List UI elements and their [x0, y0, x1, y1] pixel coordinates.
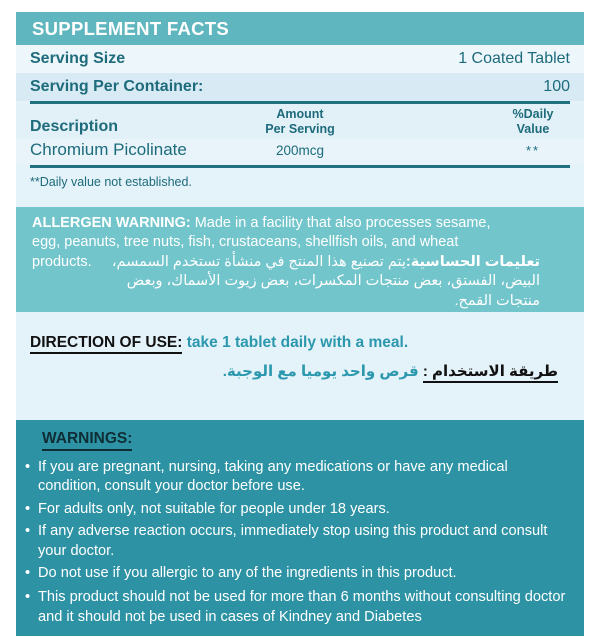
column-amount-line1: Amount	[276, 107, 324, 122]
serving-per-container-row	[16, 73, 584, 101]
allergen-ar-label: تعليمات الحساسية:	[405, 253, 540, 270]
supplement-facts-header	[16, 12, 584, 45]
warning-item: • Do not use if you allergic to any of the ingredients in this product.	[25, 564, 570, 583]
serving-size-value: 1 Coated Tablet	[458, 50, 570, 67]
ingredient-daily-value: **	[525, 143, 541, 158]
allergen-warning-box	[16, 207, 584, 312]
direction-of-use-text: take 1 tablet daily with a meal.	[186, 334, 409, 351]
direction-of-use-section	[16, 312, 584, 420]
serving-size-row	[16, 45, 584, 73]
serving-size-label: Serving Size	[30, 50, 126, 67]
serving-per-container-value: 100	[543, 78, 570, 95]
ingredient-name: Chromium Picolinate	[30, 140, 187, 159]
allergen-en-line1: Made in a facility that also processes sesame,	[194, 215, 491, 231]
serving-per-container-label: Serving Per Container:	[30, 78, 204, 95]
supplement-label-card	[16, 12, 584, 625]
direction-of-use-text-ar: قرص واحد يوميا مع الوجبة.	[222, 363, 419, 380]
direction-line-ar	[16, 362, 584, 380]
column-daily-value	[498, 107, 568, 136]
column-daily-line1: %Daily	[512, 107, 554, 122]
allergen-en-line3: products.	[32, 253, 92, 270]
allergen-ar-line1	[112, 254, 540, 270]
warning-item: • If you are pregnant, nursing, taking any medications or have any medical condition, consult your doctor before use.	[25, 458, 570, 497]
allergen-line-3	[32, 253, 568, 272]
warning-item: • If any adverse reaction occurs, immediately stop using this product and consult your doctor.	[25, 522, 570, 561]
warning-item: • For adults only, not suitable for people under 18 years.	[25, 500, 570, 519]
ingredient-amount: 200mcg	[275, 143, 325, 158]
allergen-ar-line1-text: يتم تصنيع هذا المنتج في منشأة تستخدم السمسم،	[111, 253, 406, 270]
ingredients-table-header	[16, 104, 584, 139]
column-amount-line2: Per Serving	[265, 121, 335, 136]
warnings-box	[16, 420, 584, 636]
daily-value-footnote: **Daily value not established.	[30, 175, 192, 189]
direction-of-use-label-ar: طريقة الاستخدام :	[423, 363, 558, 383]
table-row	[16, 139, 584, 165]
column-amount-per-serving	[265, 107, 334, 136]
warning-item: • This product should not be used for more than 6 months without consulting doctor and it should not þe used in cases of Kindney and Diabetes	[25, 588, 570, 627]
direction-line-en	[16, 334, 584, 352]
allergen-ar-line2: البيض، الفستق، بعض منتجات المكسرات، بعض زيوت الأسماك، وبعض	[126, 273, 540, 290]
direction-of-use-label: DIRECTION OF USE:	[30, 334, 182, 354]
allergen-en-line2: egg, peanuts, tree nuts, fish, crustaceans, shellfish oils, and wheat	[32, 234, 459, 251]
allergen-ar-line3: منتجات القمح.	[454, 292, 540, 309]
allergen-line-1	[32, 214, 568, 233]
warnings-title: WARNINGS:	[42, 430, 132, 451]
column-description: Description	[30, 118, 119, 135]
column-daily-line2: Value	[516, 121, 550, 136]
supplement-facts-title: SUPPLEMENT FACTS	[32, 18, 230, 39]
allergen-warning-label: ALLERGEN WARNING:	[32, 215, 191, 231]
warnings-list	[25, 458, 570, 627]
